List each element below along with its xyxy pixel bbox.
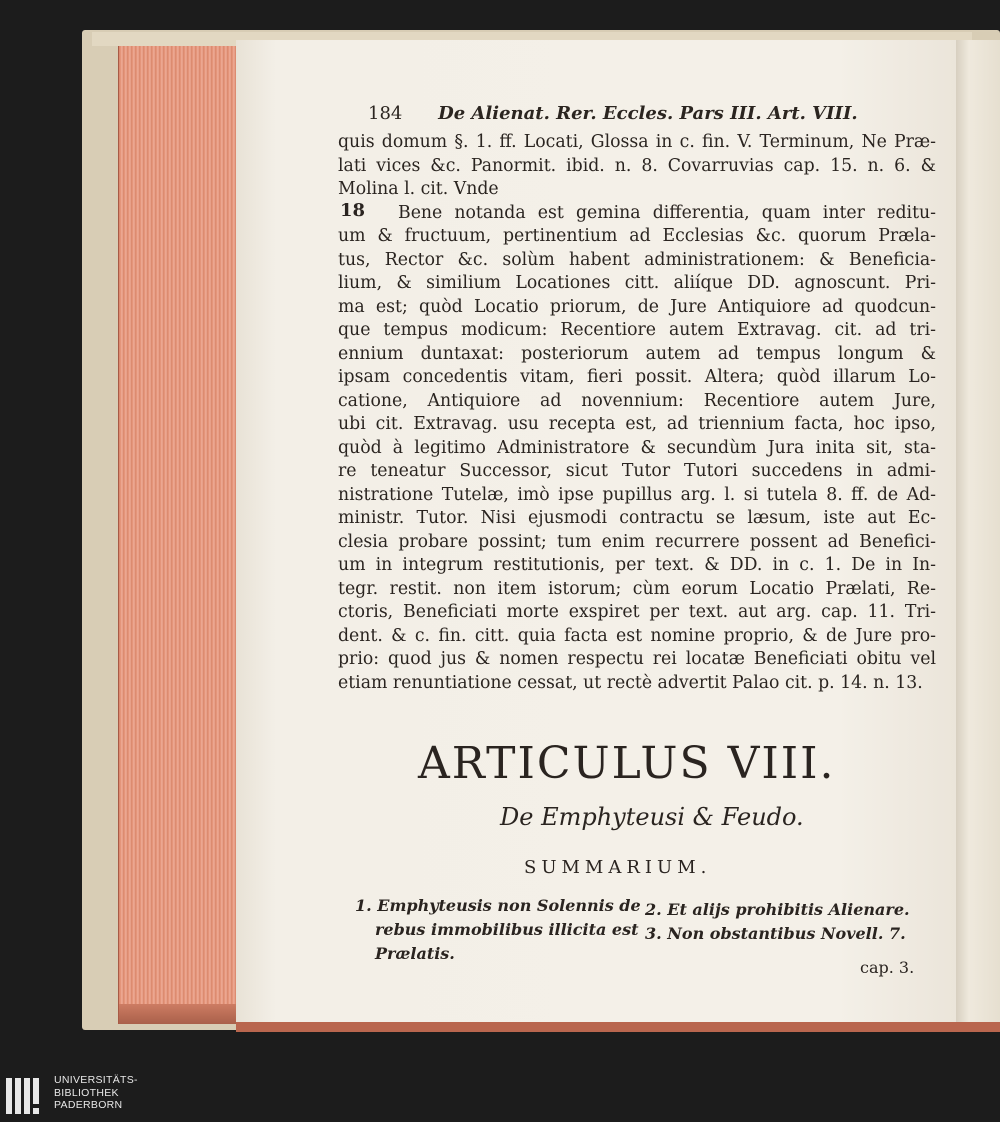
running-title: De Alienat. Rer. Eccles. Pars III. Art. VIII. — [438, 103, 858, 124]
summary-item: 1. Emphyteusis non Solennis de — [355, 896, 641, 915]
summary-item: 2. Et alijs prohibitis Alienare. — [645, 900, 910, 919]
text-line: etiam renuntiatione cessat, ut rectè advertit Palao cit. p. 14. n. 13. — [338, 672, 923, 693]
text-line: Molina l. cit. Vnde — [338, 179, 499, 199]
summary-column-1 — [355, 894, 641, 966]
text-line: lium, & similium Locationes citt. aliíque DD. agnoscunt. Pri- — [338, 273, 936, 293]
running-header — [368, 103, 858, 124]
text-line: ennium duntaxat: posteriorum autem ad tempus longum & — [338, 343, 936, 364]
page-number: 184 — [368, 103, 403, 124]
text-line: um in integrum restitutionis, per text. & DD. in c. 1. De in In- — [338, 555, 936, 575]
text-line: ctoris, Beneficiati morte exspiret per text. aut arg. cap. 11. Tri- — [338, 602, 936, 622]
body-text — [338, 131, 936, 695]
logo-line: PADERBORN — [54, 1099, 123, 1111]
text-line: nistratione Tutelæ, imò ipse pupillus arg. l. si tutela 8. ff. de Ad- — [338, 484, 936, 505]
text-line: re teneatur Successor, sicut Tutor Tutori succedens in admi- — [338, 461, 936, 481]
summary-column-2 — [645, 898, 910, 946]
text-line: que tempus modicum: Recentiore autem Extravag. cit. ad tri- — [338, 320, 936, 340]
text-line: Bene notanda est gemina differentia, quam inter reditu- — [398, 202, 936, 223]
library-logo-icon — [6, 1074, 46, 1118]
text-line: ipsam concedentis vitam, fieri possit. Altera; quòd illarum Lo- — [338, 367, 936, 387]
summary-item: rebus immobilibus illicita est — [375, 920, 639, 939]
text-line: ministr. Tutor. Nisi ejusmodi contractu se læsum, iste aut Ec- — [338, 508, 936, 528]
footer-bar — [0, 1072, 1000, 1122]
summary-item: 3. Non obstantibus Novell. 7. — [645, 924, 906, 943]
page-edges — [118, 46, 237, 1024]
margin-note: 18 — [340, 200, 366, 221]
text-line: tus, Rector &c. solùm habent administrationem: & Beneficia- — [338, 249, 936, 270]
summary-item: Prælatis. — [375, 944, 455, 963]
summarium-heading: SUMMARIUM. — [524, 857, 712, 878]
text-line: catione, Antiquiore ad novennium: Recentiore autem Jure, — [338, 390, 936, 411]
text-line: dent. & c. fin. citt. quia facta est nomine proprio, & de Jure pro- — [338, 625, 936, 646]
article-title: ARTICULUS VIII. — [418, 738, 836, 789]
text-line: ma est; quòd Locatio priorum, de Jure Antiquiore ad quodcun- — [338, 296, 936, 317]
text-line: quòd à legitimo Administratore & secundùm Jura inita sit, sta- — [338, 437, 936, 458]
text-line: clesia probare possint; tum enim recurrere possent ad Benefici- — [338, 531, 936, 552]
article-subtitle: De Emphyteusi & Feudo. — [500, 803, 804, 831]
text-line: um & fructuum, pertinentium ad Ecclesias &c. quorum Præla- — [338, 226, 936, 246]
text-line: tegr. restit. non item istorum; cùm eorum Locatio Prælati, Re- — [338, 578, 936, 599]
logo-line: UNIVERSITÄTS- — [54, 1074, 138, 1086]
bottom-edge — [236, 1022, 1000, 1032]
text-line: lati vices &c. Panormit. ibid. n. 8. Covarruvias cap. 15. n. 6. & — [338, 155, 936, 176]
right-page-edge — [956, 40, 1000, 1025]
catchword: cap. 3. — [860, 958, 915, 977]
library-logo-text — [54, 1074, 138, 1112]
text-line: ubi cit. Extravag. usu recepta est, ad triennium facta, hoc ipso, — [338, 414, 936, 434]
logo-line: BIBLIOTHEK — [54, 1086, 119, 1099]
text-line: quis domum §. 1. ff. Locati, Glossa in c. fin. V. Terminum, Ne Præ- — [338, 132, 936, 152]
text-line: prio: quod jus & nomen respectu rei locatæ Beneficiati obitu vel — [338, 649, 936, 669]
